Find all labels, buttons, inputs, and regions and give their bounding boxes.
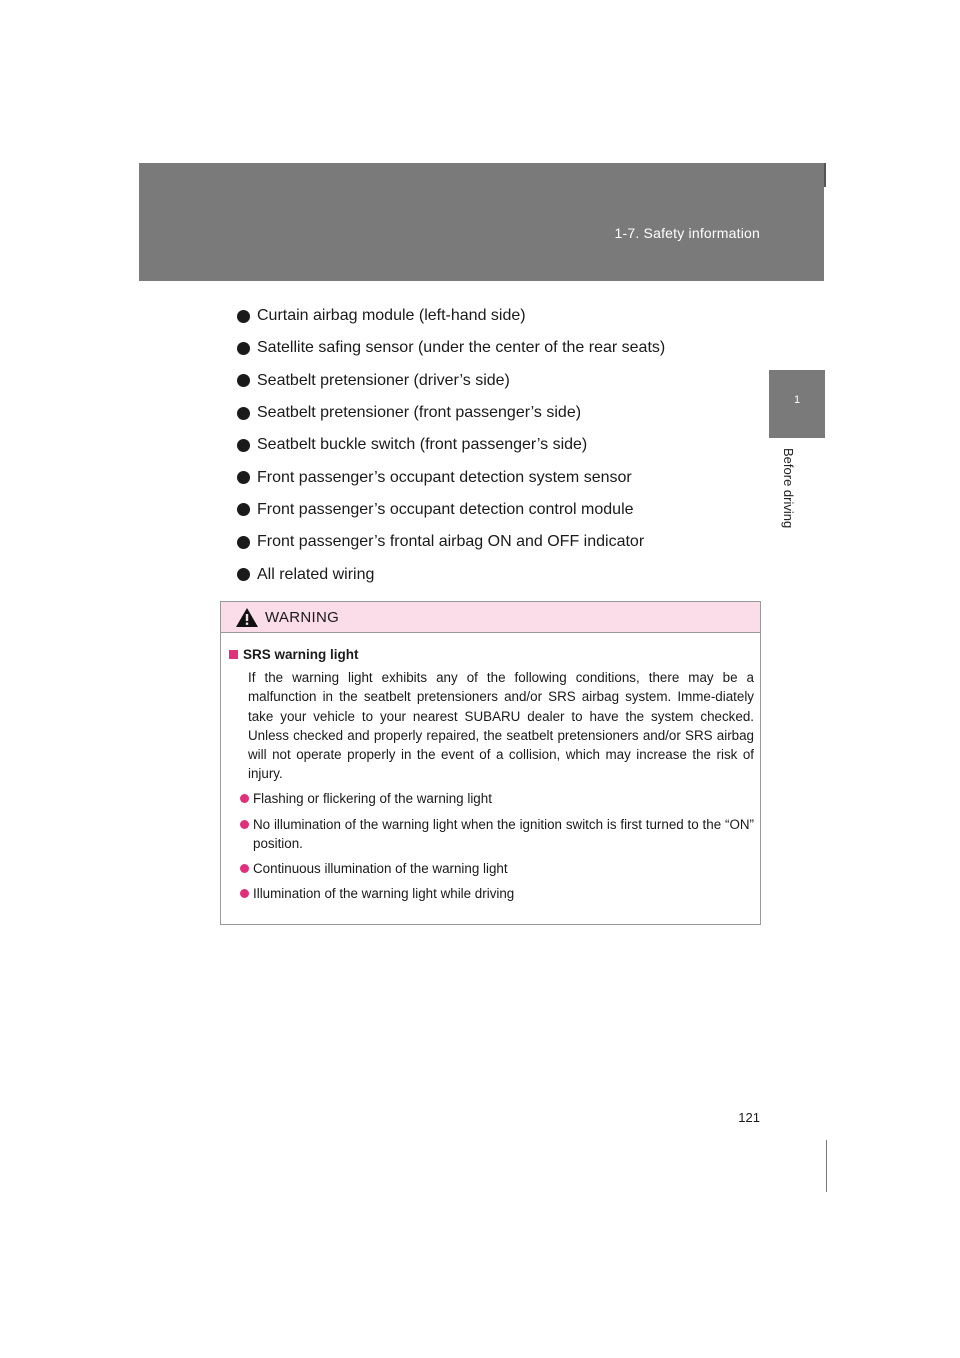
list-item [237,332,757,364]
warning-subheading-text: SRS warning light [243,647,359,662]
list-item-text: Seatbelt buckle switch (front passenger’s side) [257,436,588,454]
condition-text: Flashing or flickering of the warning light [253,791,492,807]
chapter-label: Before driving [781,448,796,529]
list-item-text: Seatbelt pretensioner (front passenger’s side) [257,404,582,422]
condition-item [240,884,754,903]
list-item [237,558,757,590]
bullet-icon [237,407,250,420]
component-list [237,300,757,591]
condition-item [240,859,754,878]
condition-item [240,789,754,808]
condition-text: No illumination of the warning light when the ignition switch is first turned to the “ON” position. [253,816,754,851]
header-divider [824,163,826,187]
list-item [237,397,757,429]
page-number: 121 [738,1110,760,1125]
warning-paragraph: If the warning light exhibits any of the following conditions, there may be a malfunction in the seatbelt pretensioners and/or SRS airbag system. Imme-diately take your vehicle to your nearest SUBARU dealer to have the system checked. Unless checked and properly repaired, the seatbelt pretensioners and/or SRS airbag will not operate properly in the event of a collision, which may increase the risk of injury. [248,670,754,782]
list-item-text: Front passenger’s frontal airbag ON and OFF indicator [257,533,645,551]
list-item-text: Front passenger’s occupant detection system sensor [257,468,632,486]
list-item [237,365,757,397]
bullet-icon [237,310,250,323]
warning-title: WARNING [265,608,340,626]
list-item [237,300,757,332]
bullet-icon [237,439,250,452]
chapter-number: 1 [793,394,801,406]
chapter-tab [769,370,825,438]
square-bullet-icon [229,650,238,659]
list-item [237,429,757,461]
list-item-text: Front passenger’s occupant detection control module [257,500,634,518]
list-item-text: Seatbelt pretensioner (driver’s side) [257,371,510,389]
section-title: 1-7. Safety information [614,225,760,241]
list-item [237,494,757,526]
warning-triangle-icon [235,607,259,628]
list-item-text: Satellite safing sensor (under the center of the rear seats) [257,339,666,357]
bullet-icon [237,536,250,549]
list-item [237,526,757,558]
warning-box [220,601,761,925]
bullet-icon [240,889,249,898]
warning-header [221,602,760,633]
bullet-icon [240,794,249,803]
list-item [237,461,757,493]
section-header-bar [139,163,824,281]
bullet-icon [237,342,250,355]
margin-line [826,1140,827,1192]
bullet-icon [237,471,250,484]
warning-subheading [229,645,754,664]
list-item-text: Curtain airbag module (left-hand side) [257,307,526,325]
bullet-icon [237,568,250,581]
condition-text: Continuous illumination of the warning light [253,861,508,877]
condition-text: Illumination of the warning light while driving [253,886,515,902]
bullet-icon [237,503,250,516]
bullet-icon [240,864,249,873]
warning-body [221,633,760,903]
condition-item [240,815,754,853]
list-item-text: All related wiring [257,565,375,583]
bullet-icon [237,374,250,387]
bullet-icon [240,820,249,829]
